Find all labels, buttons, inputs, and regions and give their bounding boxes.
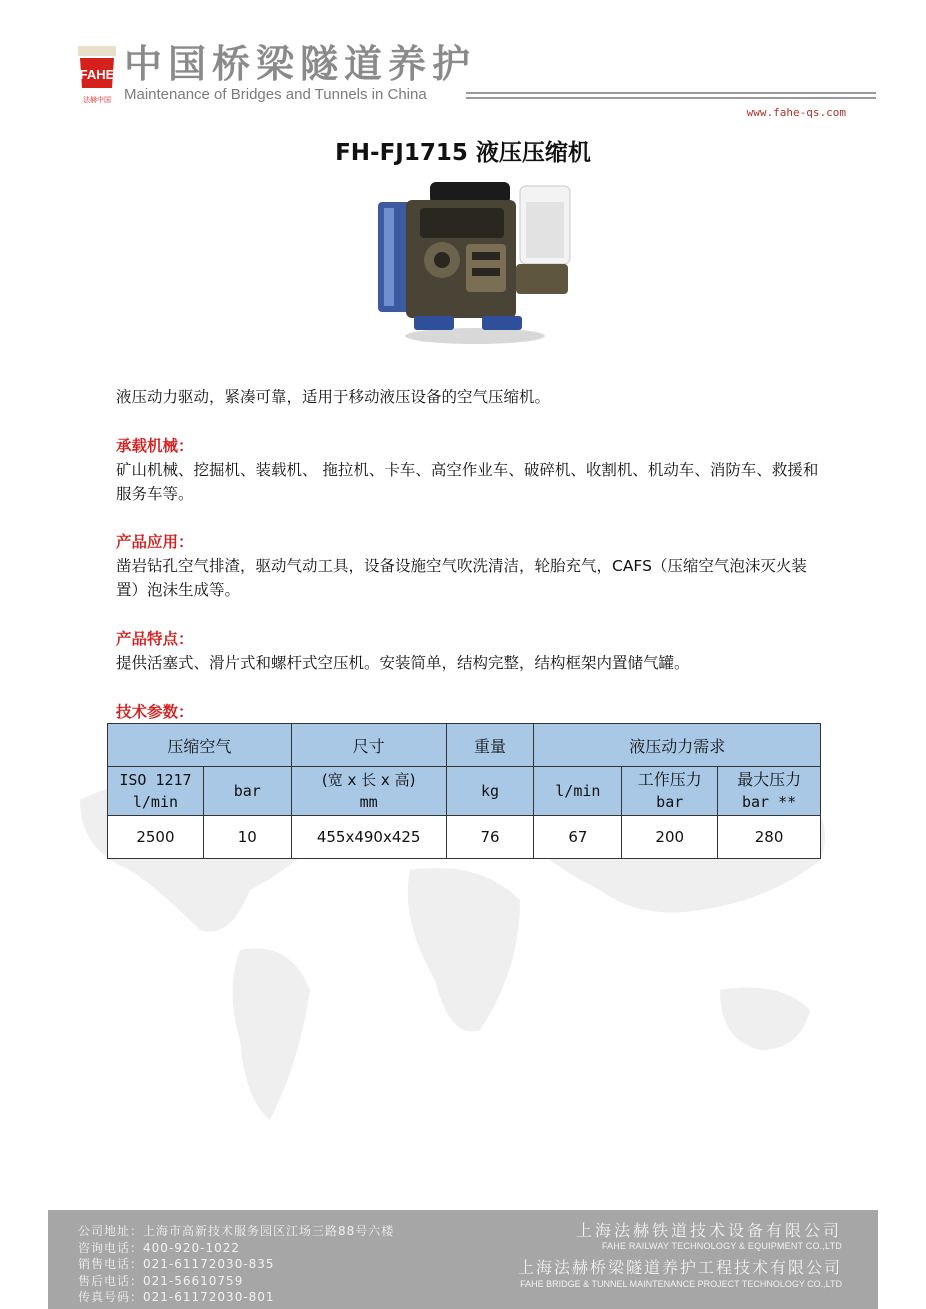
contact-address: 公司地址：上海市高新技术服务园区江场三路88号六楼: [78, 1224, 395, 1238]
contact-inquiry: 咨询电话：400-920-1022: [78, 1240, 241, 1255]
company2-name-cn: 上海法赫桥梁隧道养护工程技术有限公司: [517, 1258, 842, 1277]
section-text-machines: 矿山机械、挖掘机、装载机、 拖拉机、卡车、高空作业车、破碎机、收割机、机动车、消防车、救援和服务车等。: [116, 461, 819, 503]
page-footer: [48, 1210, 878, 1309]
cell-dimensions: 455x490x425: [291, 816, 446, 859]
subheader-flow: l/min: [534, 767, 622, 816]
section-text-applications: 凿岩钻孔空气排渣，驱动气动工具，设备设施空气吹洗清洁，轮胎充气，CAFS（压缩空气泡沫灭火装置）泡沫生成等。: [116, 557, 807, 599]
fahe-logo-icon: [76, 44, 118, 106]
intro-paragraph: 液压动力驱动，紧凑可靠，适用于移动液压设备的空气压缩机。: [116, 388, 551, 406]
website-link[interactable]: www.fahe-qs.com: [746, 106, 846, 119]
subheader-bar: bar: [203, 767, 291, 816]
cell-hydraulic-flow: 67: [534, 816, 622, 859]
header-dimensions: 尺寸: [291, 724, 446, 767]
hydraulic-compressor-photo: [370, 178, 580, 348]
section-heading-specs: 技术参数：: [116, 703, 194, 721]
contact-aftersales: 售后电话：021-56610759: [78, 1273, 244, 1288]
footer-companies: [518, 1222, 842, 1290]
section-heading-machines: 承载机械：: [116, 437, 194, 455]
header-title-cn: 中国桥梁隧道养护: [124, 42, 477, 86]
svg-text:FAHE: FAHE: [79, 67, 115, 82]
cell-working-pressure: 200: [622, 816, 718, 859]
subheader-kg: kg: [446, 767, 534, 816]
company2-name-en: FAHE BRIDGE & TUNNEL MAINTENANCE PROJECT TECHNOLOGY CO.,LTD: [520, 1279, 842, 1289]
section-heading-features: 产品特点：: [116, 630, 194, 648]
subheader-max-pressure: 最大压力 bar **: [718, 767, 821, 816]
table-row: [108, 816, 821, 859]
company1-name-en: FAHE RAILWAY TECHNOLOGY & EQUIPMENT CO.,LTD: [601, 1241, 842, 1251]
cell-max-pressure: 280: [718, 816, 821, 859]
header-compressed-air: 压缩空气: [108, 724, 292, 767]
subheader-dimensions-unit: (宽 x 长 x 高) mm: [291, 767, 446, 816]
contact-sales: 销售电话：021-61172030-835: [78, 1257, 275, 1271]
header-weight: 重量: [446, 724, 534, 767]
section-heading-applications: 产品应用：: [116, 533, 194, 551]
cell-flow: 2500: [108, 816, 204, 859]
header-title-en: Maintenance of Bridges and Tunnels in China: [124, 86, 427, 103]
document-title: FH-FJ1715 液压压缩机: [335, 140, 591, 166]
contact-fax: 传真号码：021-61172030-801: [78, 1290, 275, 1304]
header-hydraulic-power: 液压动力需求: [534, 724, 821, 767]
table-header-row: [108, 724, 821, 767]
company1-name-cn: 上海法赫铁道技术设备有限公司: [575, 1221, 842, 1240]
section-text-features: 提供活塞式、滑片式和螺杆式空压机。安装简单，结构完整，结构框架内置储气罐。: [116, 654, 690, 672]
cell-weight: 76: [446, 816, 534, 859]
header-rule: [466, 92, 876, 99]
footer-contacts: [78, 1223, 394, 1306]
cell-bar: 10: [203, 816, 291, 859]
subheader-working-pressure: 工作压力 bar: [622, 767, 718, 816]
subheader-iso-flow: ISO 1217 l/min: [108, 767, 204, 816]
table-subheader-row: [108, 767, 821, 816]
svg-text:法赫中国: 法赫中国: [83, 96, 111, 104]
spec-table: [107, 723, 821, 859]
